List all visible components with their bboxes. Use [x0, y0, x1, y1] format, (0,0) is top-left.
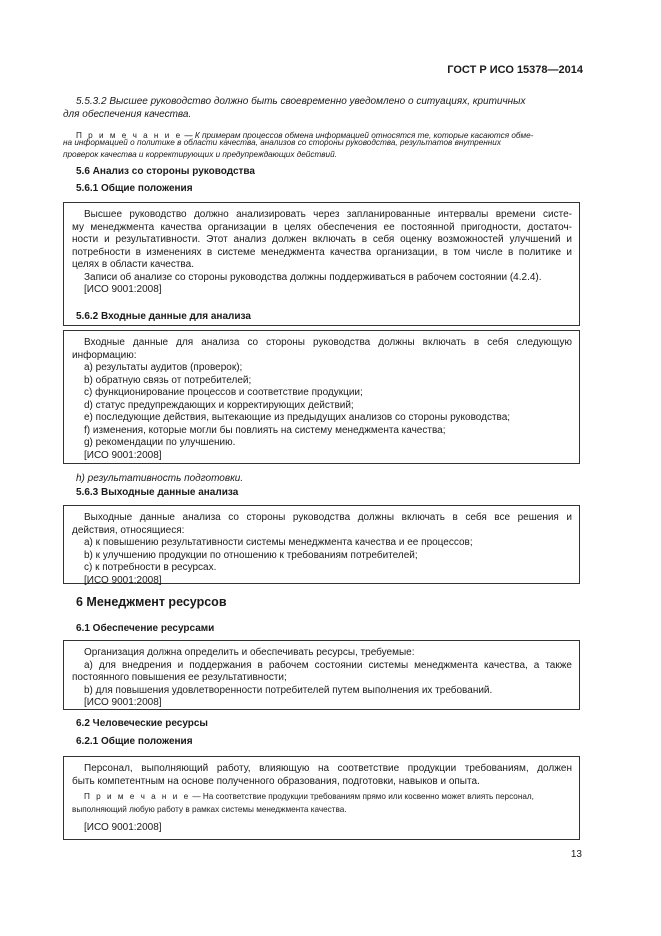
box5-line2: быть компетентным на основе полученного образования, подготовки, навыков и опыта.	[72, 775, 480, 787]
box5-line1: Персонал, выполняющий работу, влияющую на соответствие продукции требованиям, должен	[84, 763, 572, 774]
page-number: 13	[570, 849, 582, 860]
box4-line3: постоянного повышения ее результативности;	[72, 672, 287, 683]
list-item: c) функционирование процессов и соответствие продукции;	[84, 387, 363, 398]
box4-line2: a) для внедрения и поддержания в рабочем состоянии системы менеджмента качества, а также	[84, 659, 572, 671]
list-item: b) к улучшению продукции по отношению к требованиям потребителей;	[84, 549, 418, 561]
list-item-h: h) результативность подготовки.	[76, 473, 244, 484]
list-item: b) обратную связь от потребителей;	[84, 374, 252, 386]
box2-line1: Входные данные для анализа со стороны руководства должны включать в себя следующую	[84, 337, 572, 348]
box1-line3: ности и результативности. Этот анализ должен включать в себя оценку возможностей улучшений и	[72, 234, 572, 245]
box3-line1: Выходные данные анализа со стороны руководства должны включать в себя все решения и	[84, 512, 572, 523]
heading-6-2: 6.2 Человеческие ресурсы	[76, 718, 208, 729]
box3-line2: действия, относящиеся:	[72, 524, 185, 536]
quote-box-5-6-3	[63, 505, 580, 584]
box1-line5: целях в области качества.	[72, 259, 194, 270]
list-item: a) результаты аудитов (проверок);	[84, 362, 243, 373]
heading-5-6: 5.6 Анализ со стороны руководства	[76, 166, 255, 177]
box5-note-line1	[72, 791, 572, 804]
list-item: f) изменения, которые могли бы повлиять на систему менеджмента качества;	[84, 424, 446, 436]
note-label: П р и м е ч а н и е	[84, 792, 191, 801]
box4-reference: [ИСО 9001:2008]	[84, 697, 162, 708]
heading-5-6-2: 5.6.2 Входные данные для анализа	[76, 311, 251, 322]
clause-5-5-3-2-line1: 5.5.3.2 Высшее руководство должно быть своевременно уведомлено о ситуациях, критичных	[76, 96, 526, 107]
box2-reference: [ИСО 9001:2008]	[84, 449, 162, 461]
note-label: П р и м е ч а н и е	[76, 131, 183, 140]
document-header: ГОСТ Р ИСО 15378—2014	[447, 64, 583, 76]
box1-reference: [ИСО 9001:2008]	[84, 284, 162, 295]
note-1-line2: на информацией о политике в области качества, анализов со стороны руководства, результатов внутренних	[63, 138, 501, 147]
box5-note-line2: выполняющий любую работу в рамках системы менеджмента качества.	[72, 804, 347, 814]
box2-line2: информацию:	[72, 349, 137, 361]
heading-6-2-1: 6.2.1 Общие положения	[76, 736, 193, 747]
note-1-text: — К примерам процессов обмена информацией относятся те, которые касаются обме-	[182, 131, 534, 140]
box1-line6: Записи об анализе со стороны руководства должны поддерживаться в рабочем состоянии (4.2.4).	[84, 271, 542, 283]
heading-5-6-3: 5.6.3 Выходные данные анализа	[76, 487, 239, 498]
quote-box-5-6-2	[63, 330, 580, 464]
box4-line4: b) для повышения удовлетворенности потребителей путем выполнения их требований.	[84, 684, 493, 696]
list-item: g) рекомендации по улучшению.	[84, 437, 236, 448]
list-item: c) к потребности в ресурсах.	[84, 562, 217, 573]
box4-line1: Организация должна определить и обеспечивать ресурсы, требуемые:	[84, 647, 415, 658]
box5-reference: [ИСО 9001:2008]	[84, 822, 162, 833]
box1-line2: му менеджмента качества организации в целях обеспечения ее постоянной пригодности, достаточ-	[72, 221, 572, 233]
quote-box-6-1	[63, 640, 580, 710]
heading-6: 6 Менеджмент ресурсов	[76, 595, 227, 609]
heading-5-6-1: 5.6.1 Общие положения	[76, 183, 193, 194]
list-item: d) статус предупреждающих и корректирующих действий;	[84, 399, 354, 411]
clause-5-5-3-2-line2: для обеспечения качества.	[63, 109, 192, 120]
box5-note-text: — На соответствие продукции требованиям прямо или косвенно может влиять персонал,	[190, 792, 534, 801]
box3-reference: [ИСО 9001:2008]	[84, 574, 162, 586]
box1-line1: Высшее руководство должно анализировать через запланированные интервалы времени систе-	[84, 209, 572, 220]
box1-line4: потребности в изменениях в системе менеджмента качества организации, в том числе в политике и	[72, 246, 572, 258]
heading-6-1: 6.1 Обеспечение ресурсами	[76, 623, 215, 634]
quote-box-5-6-1	[63, 202, 580, 326]
note-1-line3: проверок качества и корректирующих и предупреждающих действий.	[63, 150, 337, 159]
quote-box-6-2-1	[63, 756, 580, 840]
list-item: a) к повышению результативности системы менеджмента качества и ее процессов;	[84, 537, 473, 548]
list-item: e) последующие действия, вытекающие из предыдущих анализов со стороны руководства;	[84, 412, 511, 423]
